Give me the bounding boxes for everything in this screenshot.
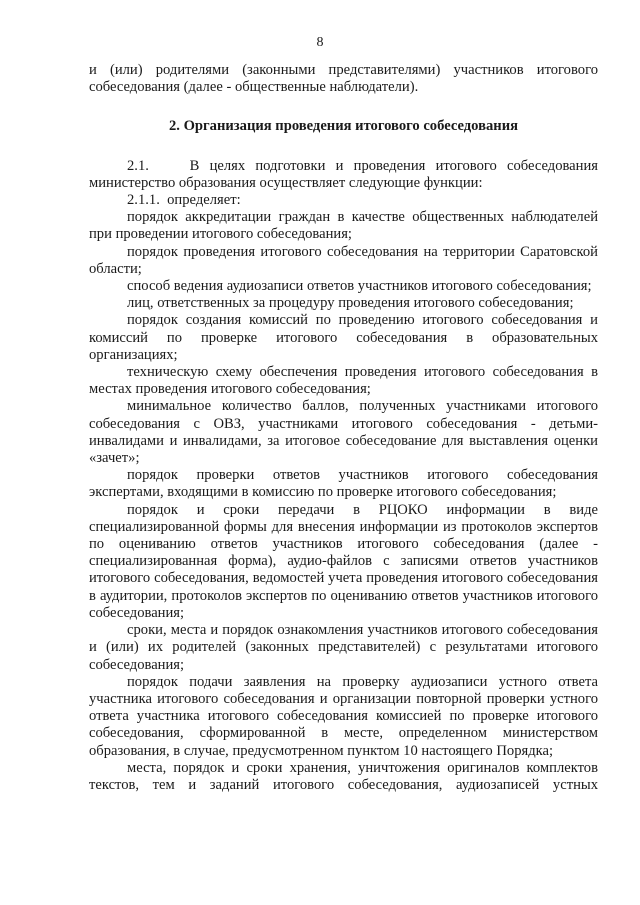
list-item: порядок подачи заявления на проверку аудиозаписи устного ответа участника итогового собеседования и организации повторной проверки устного ответа участника итогового собеседования комиссией по проверке итогового собеседования, сформированной в месте, определенном министерством образования, в случае, предусмотренном пунктом 10 настоящего Порядка; (89, 673, 598, 759)
list-item: порядок аккредитации граждан в качестве общественных наблюдателей при проведении итогового собеседования; (89, 209, 598, 243)
list-item: места, порядок и сроки хранения, уничтожения оригиналов комплектов текстов, тем и заданий итогового собеседования, аудиозаписей устных (89, 759, 598, 793)
section-heading: 2. Организация проведения итогового собеседования (168, 118, 519, 135)
list-item: лиц, ответственных за процедуру проведения итогового собеседования; (127, 295, 574, 312)
list-item: способ ведения аудиозаписи ответов участников итогового собеседования; (127, 278, 592, 295)
paragraph-2-1-1: 2.1.1. определяет: (127, 192, 241, 209)
list-item: порядок и сроки передачи в РЦОКО информации в виде специализированной формы для внесения информации из протоколов экспертов по оцениванию ответов участников итогового собеседования (далее - специализированная форма), аудио-файлов с записями ответов участников итогового собеседования, ведомостей учета проведения итогового собеседования в аудитории, протоколов экспертов по оцениванию ответов участников итогового собеседования; (89, 501, 598, 621)
page-number: 8 (316, 35, 324, 50)
list-item: порядок создания комиссий по проведению итогового собеседования и комиссий по проверке итогового собеседования в образовательных организациях; (89, 312, 598, 363)
list-item: сроки, места и порядок ознакомления участников итогового собеседования и (или) их родителей (законных представителей) с результатами итогового собеседования; (89, 622, 598, 673)
list-item: порядок проведения итогового собеседования на территории Саратовской области; (89, 243, 598, 277)
list-item: техническую схему обеспечения проведения итогового собеседования в местах проведения итогового собеседования; (89, 364, 598, 398)
paragraph-2-1: 2.1. В целях подготовки и проведения итогового собеседования министерство образования осуществляет следующие функции: (89, 157, 598, 191)
list-item: минимальное количество баллов, полученных участниками итогового собеседования с ОВЗ, участниками итогового собеседования - детьми-инвалидами и инвалидами, за итоговое собеседование для выставления оценки «зачет»; (89, 398, 598, 467)
intro-paragraph: и (или) родителями (законными представителями) участников итогового собеседования (далее - общественные наблюдатели). (89, 62, 598, 96)
document-body (89, 62, 598, 794)
list-item: порядок проверки ответов участников итогового собеседования экспертами, входящими в комиссию по проверке итогового собеседования; (89, 467, 598, 501)
